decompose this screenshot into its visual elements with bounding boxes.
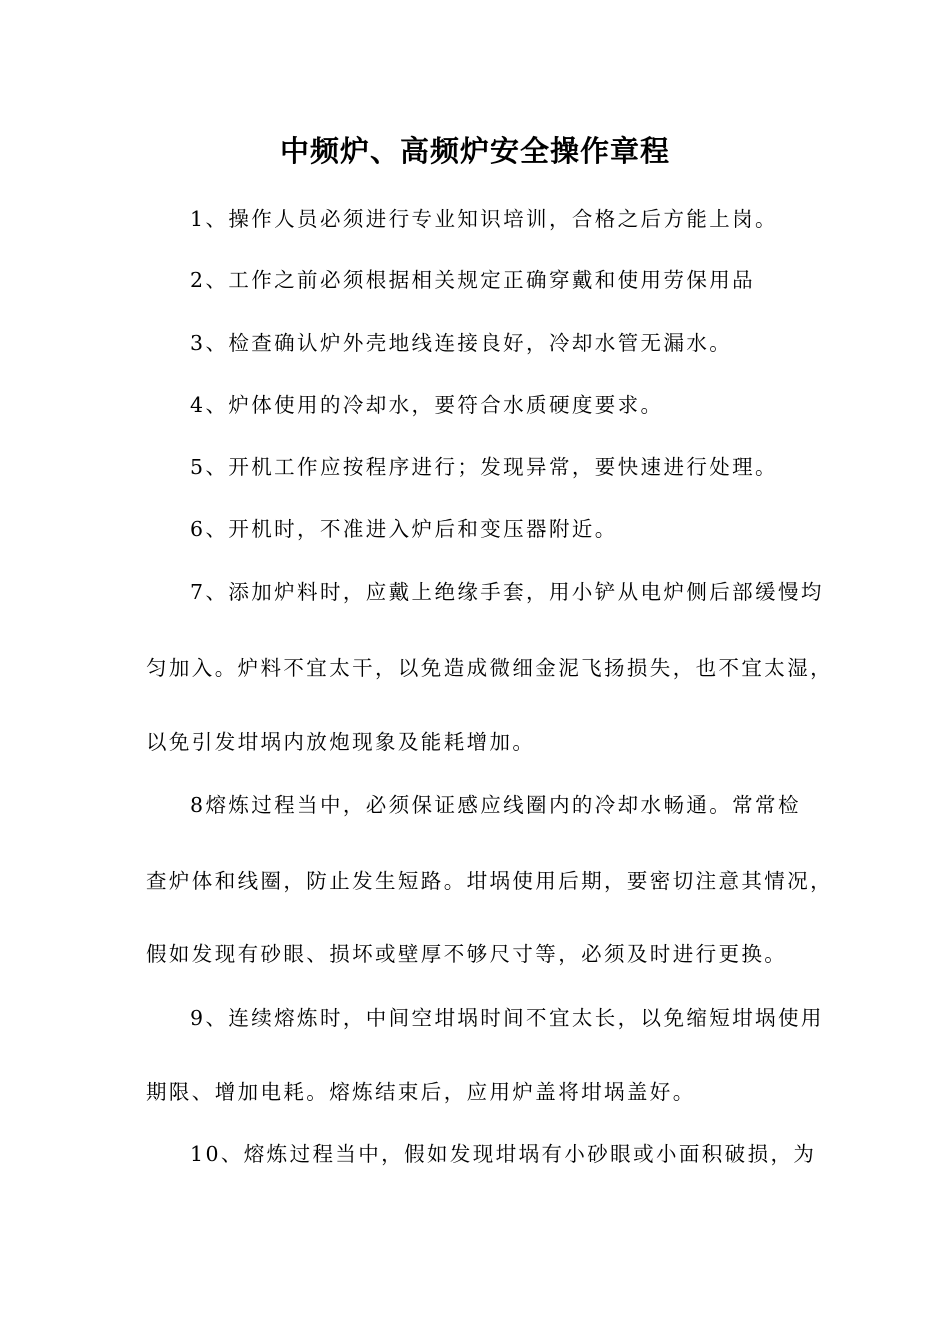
paragraph-line: 3、检查确认炉外壳地线连接良好，冷却水管无漏水。 <box>190 331 733 355</box>
paragraph-line: 以免引发坩埚内放炮现象及能耗增加。 <box>146 730 536 754</box>
paragraph-line: 查炉体和线圈，防止发生短路。坩埚使用后期，要密切注意其情况， <box>146 869 833 893</box>
paragraph-line: 匀加入。炉料不宜太干，以免造成微细金泥飞扬损失，也不宜太湿， <box>146 656 833 680</box>
paragraph-line: 1、操作人员必须进行专业知识培训，合格之后方能上岗。 <box>190 207 778 231</box>
paragraph-line: 期限、增加电耗。熔炼结束后，应用炉盖将坩埚盖好。 <box>146 1080 696 1104</box>
paragraph-line: 10、熔炼过程当中，假如发现坩埚有小砂眼或小面积破损，为 <box>190 1142 817 1166</box>
paragraph-line: 5、开机工作应按程序进行；发现异常，要快速进行处理。 <box>190 455 778 479</box>
paragraph-line: 6、开机时，不准进入炉后和变压器附近。 <box>190 517 618 541</box>
paragraph-line: 假如发现有砂眼、损坏或壁厚不够尺寸等，必须及时进行更换。 <box>146 942 788 966</box>
paragraph-line: 7、添加炉料时，应戴上绝缘手套，用小铲从电炉侧后部缓慢均 <box>190 580 824 604</box>
paragraph-line: 4、炉体使用的冷却水，要符合水质硬度要求。 <box>190 393 664 417</box>
page-title: 中频炉、高频炉安全操作章程 <box>279 134 670 168</box>
paragraph-line: 8熔炼过程当中，必须保证感应线圈内的冷却水畅通。常常检 <box>190 793 801 817</box>
paragraph-line: 2、工作之前必须根据相关规定正确穿戴和使用劳保用品 <box>190 268 756 292</box>
paragraph-line: 9、连续熔炼时，中间空坩埚时间不宜太长，以免缩短坩埚使用 <box>190 1006 824 1030</box>
